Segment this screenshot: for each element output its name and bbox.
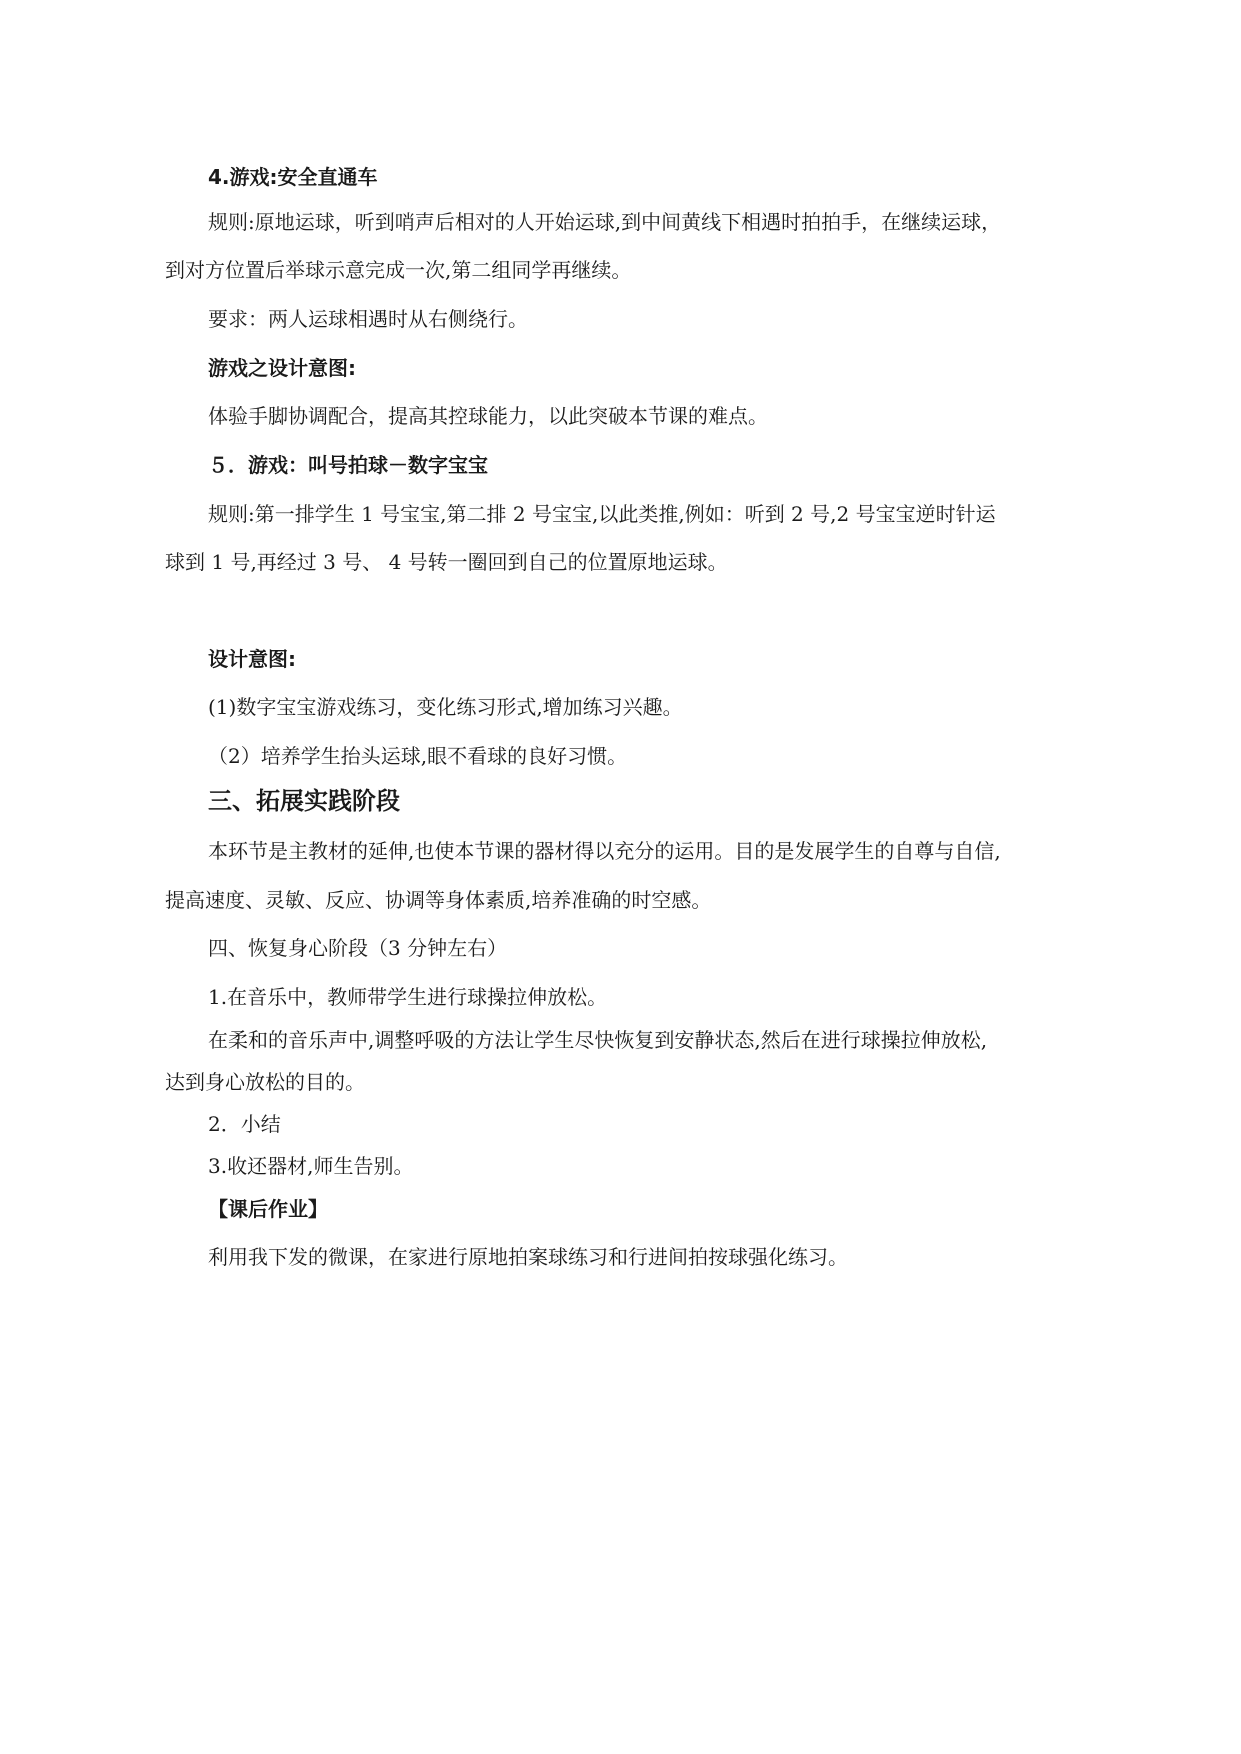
section4-item3: 3.收还器材,师生告别。 [208, 1154, 414, 1178]
section3-line1: 本环节是主教材的延伸,也使本节课的器材得以充分的运用。目的是发展学生的自尊与自信, [208, 839, 1001, 863]
game5-rule-line2: 球到 1 号,再经过 3 号、 4 号转一圈回到自己的位置原地运球。 [165, 550, 728, 574]
section4-title: 四、恢复身心阶段（3 分钟左右） [208, 936, 508, 960]
game4-intent-title: 游戏之设计意图: [208, 356, 356, 380]
section3-line2: 提高速度、灵敏、反应、协调等身体素质,培养准确的时空感。 [165, 888, 712, 912]
homework-text: 利用我下发的微课，在家进行原地拍案球练习和行进间拍按球强化练习。 [208, 1245, 848, 1269]
design-intent-item1: (1)数字宝宝游戏练习，变化练习形式,增加练习兴趣。 [208, 695, 683, 719]
game4-title: 4.游戏:安全直通车 [208, 165, 378, 189]
section3-title: 三、拓展实践阶段 [208, 787, 400, 815]
section4-text-line2: 达到身心放松的目的。 [165, 1070, 365, 1094]
game5-title: ５．游戏：叫号拍球－数字宝宝 [208, 453, 488, 477]
homework-title: 【课后作业】 [208, 1197, 328, 1221]
section4-text-line1: 在柔和的音乐声中,调整呼吸的方法让学生尽快恢复到安静状态,然后在进行球操拉伸放松, [208, 1028, 988, 1052]
game5-rule-line1: 规则:第一排学生 1 号宝宝,第二排 2 号宝宝,以此类推,例如：听到 2 号,2 号宝宝逆时针运 [208, 502, 996, 526]
design-intent-title: 设计意图: [208, 647, 296, 671]
design-intent-item2: （2）培养学生抬头运球,眼不看球的良好习惯。 [208, 744, 628, 768]
game4-rule-line1: 规则:原地运球，听到哨声后相对的人开始运球,到中间黄线下相遇时拍拍手，在继续运球， [208, 210, 1002, 234]
game4-requirement: 要求：两人运球相遇时从右侧绕行。 [208, 307, 528, 331]
section4-item1: 1.在音乐中，教师带学生进行球操拉伸放松。 [208, 985, 608, 1009]
section4-item2: 2．小结 [208, 1112, 281, 1136]
game4-intent-text: 体验手脚协调配合，提高其控球能力，以此突破本节课的难点。 [208, 404, 768, 428]
game4-rule-line2: 到对方位置后举球示意完成一次,第二组同学再继续。 [165, 258, 632, 282]
